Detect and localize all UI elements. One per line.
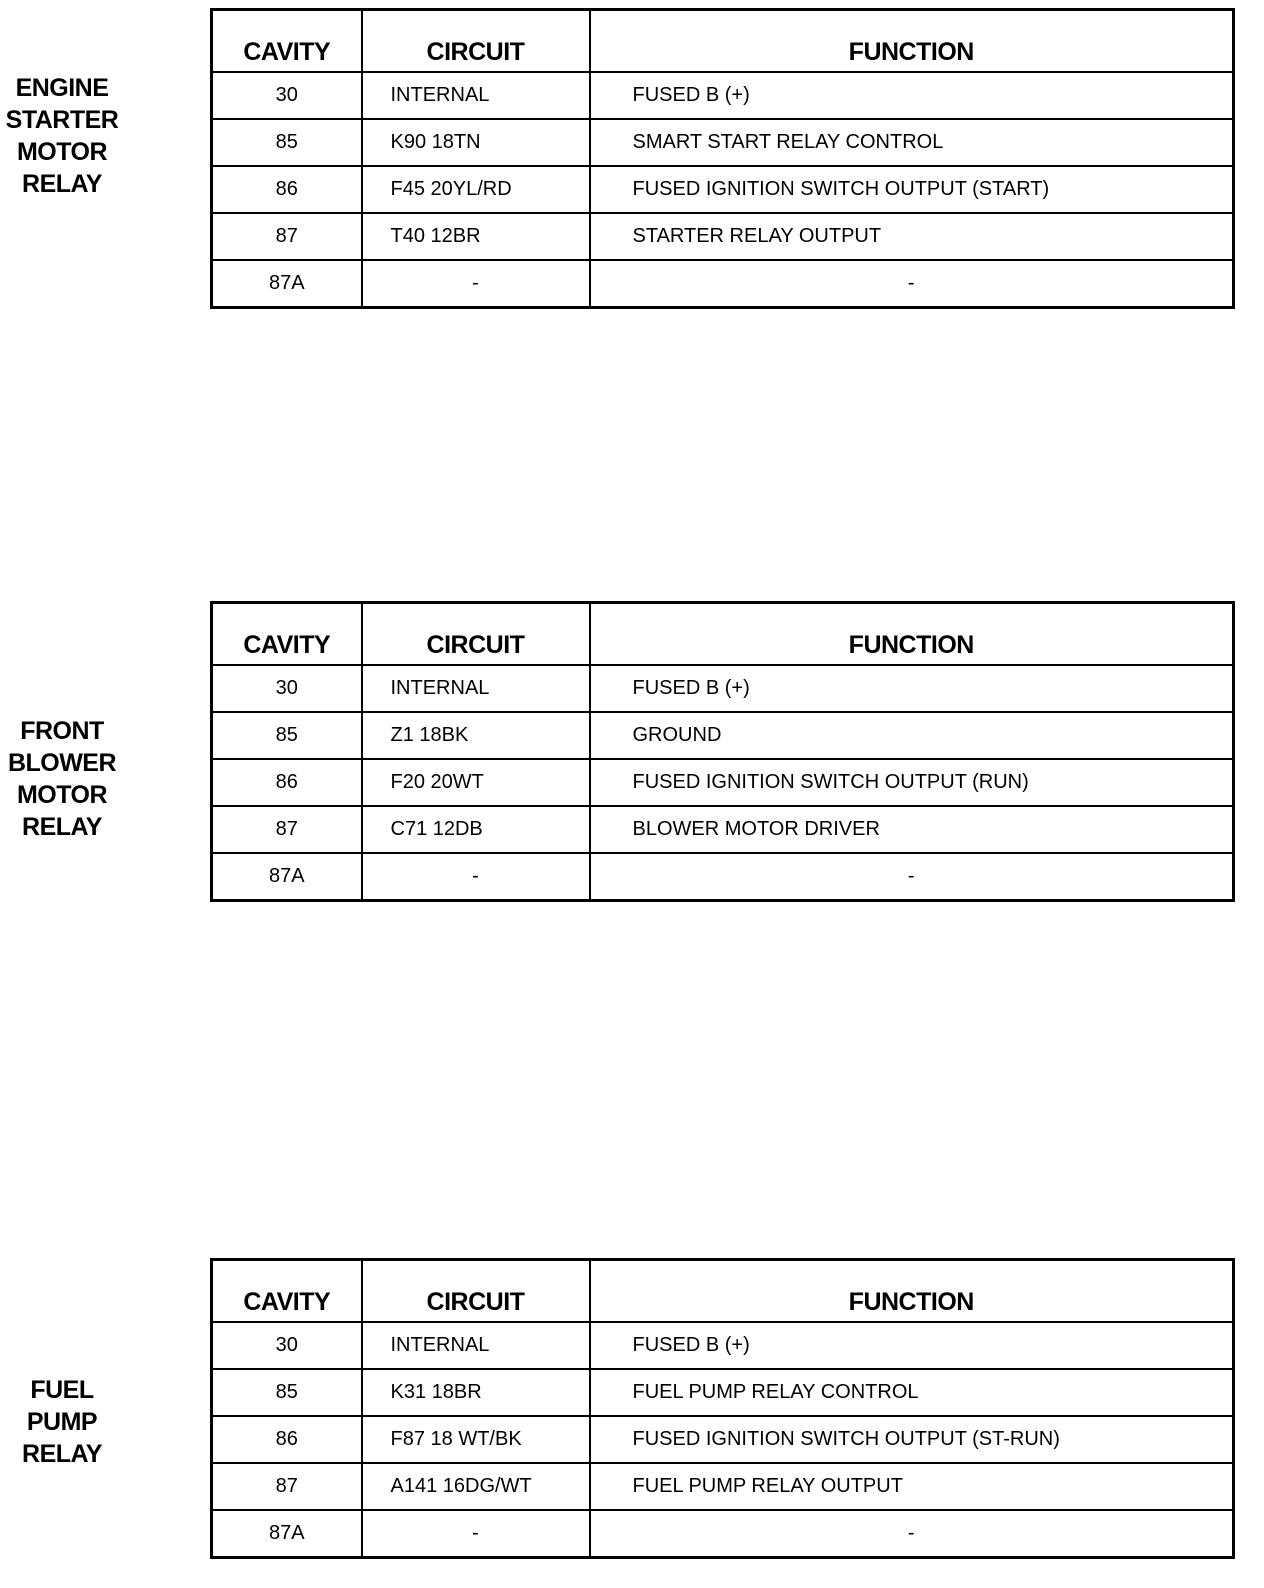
cavity-cell: 85 bbox=[212, 712, 362, 759]
relay-name-line: FRONT bbox=[20, 717, 104, 745]
function-cell: FUEL PUMP RELAY CONTROL bbox=[590, 1369, 1234, 1416]
pinout-table bbox=[210, 1258, 1235, 1559]
table-row bbox=[212, 712, 1234, 759]
function-header: FUNCTION bbox=[590, 10, 1234, 73]
circuit-cell: INTERNAL bbox=[362, 665, 590, 712]
relay-name-line: MOTOR bbox=[16, 138, 108, 166]
cavity-cell: 86 bbox=[212, 1416, 362, 1463]
cavity-cell: 30 bbox=[212, 665, 362, 712]
table-row bbox=[212, 213, 1234, 260]
table-row bbox=[212, 853, 1234, 901]
cavity-cell: 85 bbox=[212, 119, 362, 166]
header-row bbox=[212, 1260, 1234, 1323]
circuit-cell: C71 12DB bbox=[362, 806, 590, 853]
relay-name-line: ENGINE bbox=[15, 74, 109, 102]
cavity-header: CAVITY bbox=[212, 10, 362, 73]
cavity-cell: 87A bbox=[212, 260, 362, 308]
circuit-cell: F20 20WT bbox=[362, 759, 590, 806]
table-row bbox=[212, 260, 1234, 308]
cavity-cell: 87 bbox=[212, 213, 362, 260]
table-row bbox=[212, 665, 1234, 712]
table-row bbox=[212, 806, 1234, 853]
circuit-cell: - bbox=[362, 853, 590, 901]
function-cell: - bbox=[590, 260, 1234, 308]
table-row bbox=[212, 1369, 1234, 1416]
circuit-cell: T40 12BR bbox=[362, 213, 590, 260]
relay-name-line: RELAY bbox=[22, 170, 102, 198]
header-row bbox=[212, 10, 1234, 73]
circuit-cell: - bbox=[362, 1510, 590, 1558]
relay-name-line: PUMP bbox=[26, 1408, 98, 1436]
circuit-cell: A141 16DG/WT bbox=[362, 1463, 590, 1510]
function-cell: FUEL PUMP RELAY OUTPUT bbox=[590, 1463, 1234, 1510]
circuit-cell: K90 18TN bbox=[362, 119, 590, 166]
circuit-header: CIRCUIT bbox=[362, 603, 590, 666]
table-row bbox=[212, 759, 1234, 806]
relay-name bbox=[0, 72, 124, 200]
circuit-header: CIRCUIT bbox=[362, 10, 590, 73]
table-row bbox=[212, 1510, 1234, 1558]
function-cell: FUSED B (+) bbox=[590, 1322, 1234, 1369]
function-cell: FUSED IGNITION SWITCH OUTPUT (START) bbox=[590, 166, 1234, 213]
circuit-cell: INTERNAL bbox=[362, 1322, 590, 1369]
circuit-header: CIRCUIT bbox=[362, 1260, 590, 1323]
cavity-cell: 87A bbox=[212, 1510, 362, 1558]
function-cell: - bbox=[590, 853, 1234, 901]
function-cell: SMART START RELAY CONTROL bbox=[590, 119, 1234, 166]
pinout-table bbox=[210, 601, 1235, 902]
function-cell: FUSED B (+) bbox=[590, 72, 1234, 119]
function-cell: FUSED IGNITION SWITCH OUTPUT (ST-RUN) bbox=[590, 1416, 1234, 1463]
function-header: FUNCTION bbox=[590, 1260, 1234, 1323]
relay-name-line: BLOWER bbox=[7, 749, 117, 777]
relay-name-line: MOTOR bbox=[16, 781, 108, 809]
function-cell: GROUND bbox=[590, 712, 1234, 759]
table-row bbox=[212, 1322, 1234, 1369]
cavity-cell: 86 bbox=[212, 166, 362, 213]
function-cell: - bbox=[590, 1510, 1234, 1558]
cavity-header: CAVITY bbox=[212, 1260, 362, 1323]
circuit-cell: Z1 18BK bbox=[362, 712, 590, 759]
function-header: FUNCTION bbox=[590, 603, 1234, 666]
relay-name bbox=[0, 1374, 124, 1470]
cavity-cell: 86 bbox=[212, 759, 362, 806]
pinout-table bbox=[210, 8, 1235, 309]
cavity-cell: 87 bbox=[212, 806, 362, 853]
circuit-cell: F87 18 WT/BK bbox=[362, 1416, 590, 1463]
relay-name-line: STARTER bbox=[5, 106, 119, 134]
function-cell: STARTER RELAY OUTPUT bbox=[590, 213, 1234, 260]
cavity-cell: 87 bbox=[212, 1463, 362, 1510]
relay-name bbox=[0, 715, 124, 843]
circuit-cell: - bbox=[362, 260, 590, 308]
circuit-cell: K31 18BR bbox=[362, 1369, 590, 1416]
table-row bbox=[212, 1463, 1234, 1510]
circuit-cell: F45 20YL/RD bbox=[362, 166, 590, 213]
cavity-cell: 30 bbox=[212, 1322, 362, 1369]
cavity-header: CAVITY bbox=[212, 603, 362, 666]
cavity-cell: 87A bbox=[212, 853, 362, 901]
function-cell: BLOWER MOTOR DRIVER bbox=[590, 806, 1234, 853]
function-cell: FUSED B (+) bbox=[590, 665, 1234, 712]
cavity-cell: 85 bbox=[212, 1369, 362, 1416]
circuit-cell: INTERNAL bbox=[362, 72, 590, 119]
function-cell: FUSED IGNITION SWITCH OUTPUT (RUN) bbox=[590, 759, 1234, 806]
relay-name-line: RELAY bbox=[22, 813, 102, 841]
table-row bbox=[212, 1416, 1234, 1463]
table-row bbox=[212, 72, 1234, 119]
table-row bbox=[212, 166, 1234, 213]
relay-name-line: FUEL bbox=[30, 1376, 94, 1404]
relay-name-line: RELAY bbox=[22, 1440, 102, 1468]
table-row bbox=[212, 119, 1234, 166]
header-row bbox=[212, 603, 1234, 666]
cavity-cell: 30 bbox=[212, 72, 362, 119]
